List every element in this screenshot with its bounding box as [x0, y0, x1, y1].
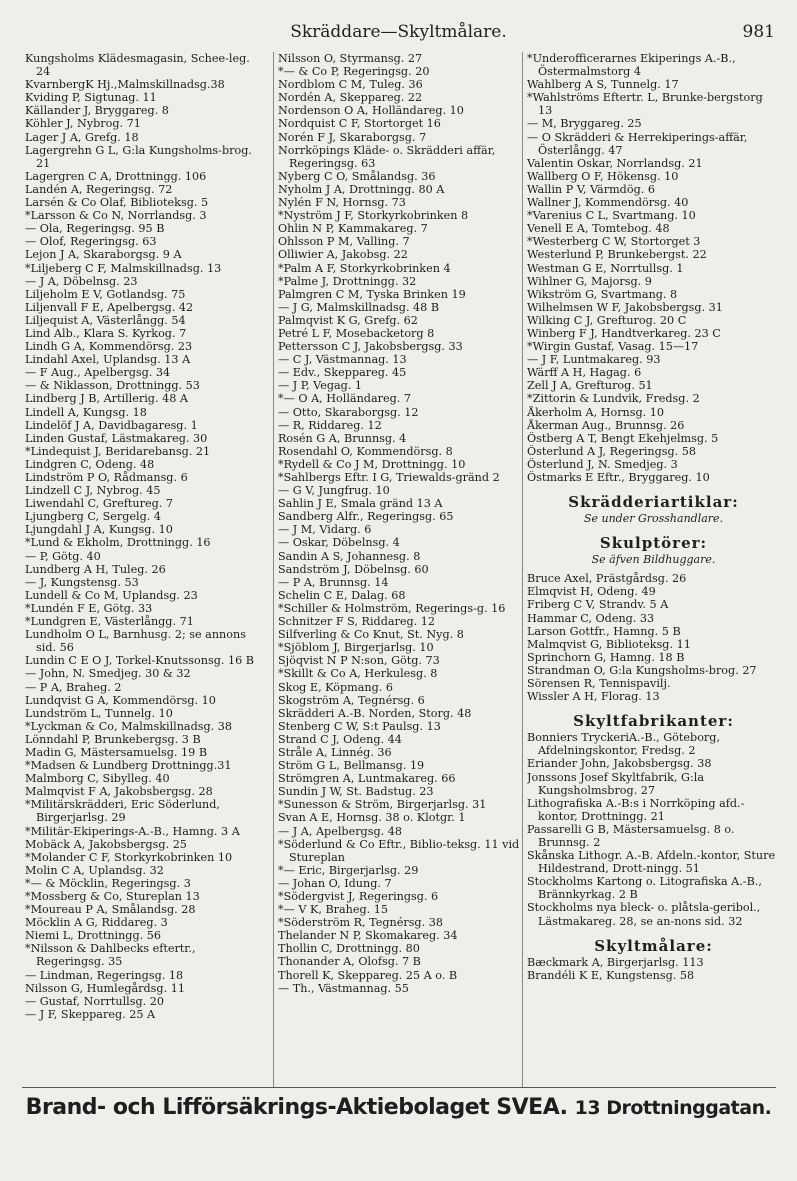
listing-entry: Thorell K, Skeppareg. 25 A o. B [278, 968, 458, 982]
listing-entry: Stockholms Kartong o. Litografiska A.-B., Brännkyrkag. 2 B [527, 875, 762, 902]
page-title: Skräddare—Skyltmålare. [290, 22, 507, 42]
listing-entry: Wilhelmsen W F, Jakobsbergsg. 31 [527, 300, 723, 314]
listing-entry: Österlund J, N. Smedjeg. 3 [527, 457, 678, 471]
listing-entry: Lundqvist G A, Kommendörsg. 10 [25, 693, 216, 707]
listing-entry: — Edv., Skeppareg. 45 [278, 366, 407, 380]
listing-entry: Lundholm O L, Barnhusg. 2; se annons sid. 56 [25, 628, 246, 655]
listing-entry: Brandéli K E, Kungstensg. 58 [527, 968, 695, 982]
listing-entry: *Lund & Ekholm, Drottningg. 16 [25, 536, 211, 550]
listing-entry: Madin G, Mästersamuelsg. 19 B [25, 745, 208, 759]
listing-entry: Westerlund P, Brunkebergst. 22 [527, 248, 707, 262]
listing-entry: Lind Alb., Klara S. Kyrkog. 7 [25, 326, 187, 340]
listing-entry: Bæckmark A, Birgerjarlsg. 113 [527, 955, 704, 969]
listing-entry: Zell J A, Grefturog. 51 [527, 379, 653, 393]
listing-entry: *Nyström J F, Storkyrkobrinken 8 [278, 209, 469, 223]
listing-entry: Pettersson C J, Jakobsbergsg. 33 [278, 340, 463, 354]
listing-entry: — G V, Jungfrug. 10 [278, 484, 390, 498]
listing-entry: Wikström G, Svartmang. 8 [527, 287, 678, 301]
footer-company: Brand- och Lifförsäkrings-Aktiebolaget SVEA. [25, 1095, 568, 1120]
listing-entry: *Lundén F E, Götg. 33 [25, 601, 153, 615]
listing-entry: — J A, Apelbergsg. 48 [278, 824, 402, 838]
listing-entry: — J M, Vidarg. 6 [278, 523, 372, 537]
footer-address: 13 Drottninggatan. [574, 1097, 772, 1119]
listing-entry: Thonander A, Olofsg. 7 B [278, 955, 421, 969]
listing-entry: *Södergvist J, Regeringsg. 6 [278, 890, 439, 903]
listing-entry: *Madsen & Lundberg Drottningg.31 [25, 759, 232, 773]
listing-entry: — J, Kungstensg. 53 [25, 575, 139, 589]
listing-entry: Strömgren A, Luntmakareg. 66 [278, 772, 456, 786]
listing-entry: Norrköpings Kläde- o. Skrädderi affär, Regeringsg. 63 [278, 143, 496, 170]
column-3 [522, 52, 780, 1087]
listing-entry: — M, Bryggareg. 25 [527, 117, 642, 131]
listing-entry: Valentin Oskar, Norrlandsg. 21 [527, 156, 703, 170]
listing-entry: Palmgren C M, Tyska Brinken 19 [278, 287, 466, 301]
listing-entry: Åkerman Aug., Brunnsg. 26 [527, 418, 685, 432]
listing-entry: Malmqvist G, Biblioteksg. 11 [527, 637, 691, 651]
listing-group-tailors [527, 52, 780, 484]
listing-entry: Sundin J W, St. Badstug. 23 [278, 785, 434, 799]
listing-entry: Lundström L, Tunnelg. 10 [25, 706, 173, 720]
listing-entry: Palmqvist K G, Grefg. 62 [278, 313, 418, 327]
section-sub-skulptörer: Se äfven Bildhuggare. [591, 553, 716, 567]
listing-entry: Östmarks E Eftr., Bryggareg. 10 [527, 471, 710, 484]
listing-entry: Malmqvist F A, Jakobsbergsg. 28 [25, 785, 213, 799]
listing-entry: Lundell & Co M, Uplandsg. 23 [25, 588, 198, 602]
listing-entry: *Lundgren E, Västerlångg. 71 [25, 615, 194, 629]
listing-entry: — P, Götg. 40 [25, 549, 101, 563]
listing-entry: — C J, Västmannag. 13 [278, 353, 407, 367]
listing-entry: — J A, Döbelnsg. 23 [25, 274, 138, 288]
listing-entry: *Moureau P A, Smålandsg. 28 [25, 903, 196, 917]
listing-entry: Nordenson O A, Holländareg. 10 [278, 104, 464, 118]
listing-entry: Köhler J, Nybrog. 71 [25, 117, 141, 131]
listing-entry: Linden Gustaf, Lästmakareg. 30 [25, 431, 208, 445]
listing-entry: Olliwier A, Jakobsg. 22 [278, 248, 408, 262]
listing-entry: — P A, Braheg. 2 [25, 680, 122, 694]
listing-entry: Landén A, Regeringsg. 72 [25, 182, 173, 196]
listing-entry: *Larsson & Co N, Norrlandsg. 3 [25, 209, 207, 223]
listing-entry: Malmborg C, Sibylleg. 40 [25, 772, 170, 786]
listing-entry: Rosendahl O, Kommendörsg. 8 [278, 444, 453, 458]
listing-entry: Wihlner G, Majorsg. 9 [527, 274, 652, 288]
listing-entry: Passarelli G B, Mästersamuelsg. 8 o. Brunnsg. 2 [527, 822, 735, 849]
listing-entry: *Skillt & Co A, Herkulesg. 8 [278, 667, 438, 681]
listing-entry: Lagergren C A, Drottningg. 106 [25, 169, 207, 183]
listing-entry: *Söderlund & Co Eftr., Biblio-teksg. 11 vid Stureplan [278, 837, 520, 864]
listing-entry: — Johan O, Idung. 7 [278, 876, 392, 890]
listing-entry: Jonssons Josef Skyltfabrik, G:la Kungsholmsbrog. 27 [527, 770, 705, 797]
listing-entry: Lindelöf J A, Davidbagaresg. 1 [25, 418, 198, 432]
listing-entry: Sandberg Alfr., Regeringsg. 65 [278, 510, 454, 524]
listing-entry: Wissler A H, Florag. 13 [527, 690, 660, 704]
listing-entry: Stockholms nya bleck- o. plåtsla-geribol., Lästmakareg. 28, se an-nons sid. 32 [527, 901, 761, 928]
listing-entry: Nylén F N, Hornsg. 73 [278, 196, 406, 210]
listing-entry: Lindström P O, Rådmansg. 6 [25, 471, 188, 484]
listing-entry: Sandström J, Döbelnsg. 60 [278, 562, 429, 576]
listing-entry: KvarnbergK Hj.,Malmskillnadsg.38 [25, 78, 225, 92]
listing-entry: Eriander John, Jakobsbergsg. 38 [527, 757, 712, 771]
listing-entry: Lager J A, Grefg. 18 [25, 130, 139, 144]
section-title-skyltmålare: Skyltmålare: [594, 936, 713, 955]
listing-entry: Lundin C E O J, Torkel-Knutssonsg. 16 B [25, 654, 254, 668]
listing-entry: Venell E A, Tomtebog. 48 [527, 222, 670, 236]
listing-entry: Liljequist A, Västerlångg. 54 [25, 313, 186, 327]
listing-entry: Ohlsson P M, Valling. 7 [278, 235, 410, 249]
listing-entry: Larsén & Co Olaf, Biblioteksg. 5 [25, 196, 209, 210]
listing-entry: — Olof, Regeringsg. 63 [25, 235, 157, 249]
listing-entry: *Westerberg C W, Stortorget 3 [527, 235, 701, 249]
listing-entry: Wilking C J, Grefturog. 20 C [527, 313, 687, 327]
listing-entry: — J P, Vegag. 1 [278, 379, 363, 393]
listing-entry: *Mossberg & Co, Stureplan 13 [25, 890, 200, 903]
listing-entry: Sandin A S, Johannesg. 8 [278, 549, 421, 563]
section-title-skyltfabrikanter: Skyltfabrikanter: [573, 712, 734, 731]
listing-entry: *— & Möcklin, Regeringsg. 3 [25, 876, 191, 890]
listing-entry: Lithografiska A.-B:s i Norrköping afd.-kontor, Drottningg. 21 [527, 796, 745, 823]
listing-entry: Nilsson G, Humlegårdsg. 11 [25, 981, 185, 995]
listing-entry: — Lindman, Regeringsg. 18 [25, 968, 184, 982]
listing-entry: Lönndahl P, Brunkebergsg. 3 B [25, 732, 201, 746]
listing-entry: Österlund A J, Regeringsg. 58 [527, 444, 697, 458]
listing-entry: Lindberg J B, Artillerig. 48 A [25, 392, 188, 406]
listing-entry: *Wirgin Gustaf, Vasag. 15—17 [527, 340, 699, 354]
listing-entry: Åkerholm A, Hornsg. 10 [527, 405, 664, 419]
listing-entry: — P A, Brunnsg. 14 [278, 575, 389, 589]
listing-entry: Ohlin N P, Kammakareg. 7 [278, 222, 428, 236]
listing-entry: Silfverling & Co Knut, St. Nyg. 8 [278, 628, 464, 642]
listing-entry: *Lyckman & Co, Malmskillnadsg. 38 [25, 719, 233, 733]
listing-entry: — Otto, Skaraborgsg. 12 [278, 405, 419, 419]
listing-entry: Westman G E, Norrtullsg. 1 [527, 261, 684, 275]
listing-entry: Liljeholm E V, Gotlandsg. 75 [25, 287, 186, 301]
listing-entry: Larson Gottfr., Hamng. 5 B [527, 624, 681, 638]
listing-entry: Nyberg C O, Smålandsg. 36 [278, 169, 436, 183]
listing-entry: Kviding P, Sigtunag. 11 [25, 91, 157, 105]
listing-entry: Östberg A T, Bengt Ekehjelmsg. 5 [527, 431, 719, 445]
listing-entry: Thelander N P, Skomakareg. 34 [278, 929, 458, 943]
listing-entry: Nordblom C M, Tuleg. 36 [278, 78, 423, 92]
page-number: 981 [742, 22, 775, 42]
listing-entry: Ström G L, Bellmansg. 19 [278, 759, 425, 773]
listing-entry: Sprinchorn G, Hamng. 18 B [527, 650, 685, 664]
listing-group-sign-painters [527, 956, 780, 982]
listing-entry: Friberg C V, Strandv. 5 A [527, 598, 669, 612]
listing-entry: Sjöqvist N P N:son, Götg. 73 [278, 654, 440, 668]
listing-entry: Elmqvist H, Odeng. 49 [527, 585, 656, 599]
listing-entry: *Underofficerarnes Ekiperings A.-B., Östermalmstorg 4 [527, 52, 736, 79]
listing-entry: *Wahlströms Eftertr. L, Brunke-bergstorg 13 [527, 91, 763, 118]
listing-entry: Lundberg A H, Tuleg. 26 [25, 562, 166, 576]
listing-entry: *Sunesson & Ström, Birgerjarlsg. 31 [278, 798, 487, 812]
listing-entry: Nilsson O, Styrmansg. 27 [278, 52, 423, 65]
listing-entry: *— & Co P, Regeringsg. 20 [278, 65, 430, 79]
listing-entry: Skogström A, Tegnérsg. 6 [278, 693, 425, 707]
column-2 [273, 52, 521, 1087]
listing-entry: Kungsholms Klädesmagasin, Schee-leg. 24 [25, 52, 250, 79]
listing-entry: — J F, Luntmakareg. 93 [527, 353, 661, 367]
listing-entry: *— V K, Braheg. 15 [278, 903, 389, 917]
listing-entry: Skog E, Köpmang. 6 [278, 680, 394, 694]
listing-entry: *Palm A F, Storkyrkobrinken 4 [278, 261, 451, 275]
listing-entry: Ljungdahl J A, Kungsg. 10 [25, 523, 173, 537]
listing-entry: Skånska Lithogr. A.-B. Afdeln.-kontor, Sture Hildestrand, Drott-ningg. 51 [527, 849, 776, 876]
listing-entry: Wallberg O F, Hökensg. 10 [527, 169, 679, 183]
listing-entry: Möcklin A G, Riddareg. 3 [25, 916, 168, 930]
listing-entry: — F Aug., Apelbergsg. 34 [25, 366, 171, 380]
listing-entry: Lindh G A, Kommendörsg. 23 [25, 340, 193, 354]
section-title-skrädderiartiklar: Skrädderiartiklar: [568, 493, 739, 512]
listing-entry: Petré L F, Mosebacketorg 8 [278, 326, 435, 340]
listing-entry: *Militär-Ekiperings-A.-B., Hamng. 3 A [25, 824, 240, 838]
listing-entry: — O Skrädderi & Herrekiperings-affär, Österlångg. 47 [527, 130, 748, 157]
listing-entry: *Militärskrädderi, Eric Söderlund, Birgerjarlsg. 29 [25, 798, 220, 825]
listing-entry: Schelin C E, Dalag. 68 [278, 588, 406, 602]
listing-entry: Källander J, Bryggareg. 8 [25, 104, 169, 118]
listing-entry: Ljungberg C, Sergelg. 4 [25, 510, 161, 524]
section-title-skulptörer: Skulptörer: [599, 534, 708, 553]
listing-entry: *Nilsson & Dahlbecks eftertr., Regeringsg. 35 [25, 942, 196, 969]
listing-entry: Stenberg C W, S:t Paulsg. 13 [278, 719, 441, 733]
listing-entry: *Molander C F, Storkyrkobrinken 10 [25, 850, 233, 864]
listing-entry: — Ola, Regeringsg. 95 B [25, 222, 165, 236]
listing-entry: Norén F J, Skaraborgsg. 7 [278, 130, 427, 144]
listing-entry: *Söderström R, Tegnérsg. 38 [278, 916, 443, 930]
listing-entry: *Lindequist J, Beridarebansg. 21 [25, 444, 211, 458]
listing-entry: Thollin C, Drottningg. 80 [278, 942, 420, 956]
listing-entry: — R, Riddareg. 12 [278, 418, 382, 432]
listing-entry: — John, N. Smedjeg. 30 & 32 [25, 667, 191, 681]
listing-group-sculptors [527, 572, 780, 703]
listing-entry: Stråle A, Linnég. 36 [278, 745, 392, 759]
listing-entry: *Sahlbergs Eftr. I G, Triewalds-gränd 2 [278, 471, 500, 484]
listing-entry: *Schiller & Holmström, Regerings-g. 16 [278, 601, 506, 615]
listing-entry: Bruce Axel, Prästgårdsg. 26 [527, 572, 687, 586]
listing-entry: Skrädderi A.-B. Norden, Storg. 48 [278, 706, 472, 720]
listing-entry: *Palme J, Drottningg. 32 [278, 274, 417, 288]
listing-entry: Lindgren C, Odeng. 48 [25, 457, 155, 471]
listing-entry: Lindzell C J, Nybrog. 45 [25, 484, 161, 498]
listing-entry: Wahlberg A S, Tunnelg. 17 [527, 78, 679, 92]
listing-entry: Nordén A, Skeppareg. 22 [278, 91, 423, 105]
listing-entry: Strandman O, G:la Kungsholms-brog. 27 [527, 663, 757, 677]
listing-entry: *— O A, Holländareg. 7 [278, 392, 411, 406]
listing-entry: Hammar C, Odeng. 33 [527, 611, 655, 625]
listing-entry: Svan A E, Hornsg. 38 o. Klotgr. 1 [278, 811, 466, 825]
listing-entry: *Rydell & Co J M, Drottningg. 10 [278, 457, 466, 471]
listing-group-sign-makers [527, 731, 780, 927]
listing-entry: Lejon J A, Skaraborgsg. 9 A [25, 248, 182, 262]
listing-entry: Lindahl Axel, Uplandsg. 13 A [25, 353, 191, 367]
listing-entry: Molin C A, Uplandsg. 32 [25, 863, 164, 877]
listing-entry: Nordquist C F, Stortorget 16 [278, 117, 441, 131]
listing-entry: — Gustaf, Norrtullsg. 20 [25, 994, 164, 1008]
listing-entry: — Th., Västmannag. 55 [278, 981, 409, 995]
listing-entry: Niemi L, Drottningg. 56 [25, 929, 161, 943]
listing-entry: Sörensen R, Tennispavilj. [527, 677, 671, 691]
listing-entry: *Zittorin & Lundvik, Fredsg. 2 [527, 392, 700, 406]
listing-entry: *Sjöblom J, Birgerjarlsg. 10 [278, 641, 434, 655]
section-sub-skrädderiartiklar: Se under Grosshandlare. [583, 512, 724, 526]
footer-divider [22, 1087, 776, 1088]
column-1 [25, 52, 267, 1021]
listing-entry: *Varenius C L, Svartmang. 10 [527, 209, 696, 223]
listing-entry: Lindell A, Kungsg. 18 [25, 405, 147, 419]
listing-entry: Strand C J, Odeng. 44 [278, 732, 402, 746]
listing-entry: Winberg F J, Handtverkareg. 23 C [527, 326, 721, 340]
listing-entry: *— Eric, Birgerjarlsg. 29 [278, 863, 419, 877]
listing-entry: Liwendahl C, Greftureg. 7 [25, 497, 173, 511]
listing-entry: Schnitzer F S, Riddareg. 12 [278, 615, 436, 629]
listing-entry: Wallner J, Kommendörsg. 40 [527, 196, 689, 210]
listing-entry: Liljenvall F E, Apelbergsg. 42 [25, 300, 194, 314]
listing-entry: Sahlin J E, Smala gränd 13 A [278, 497, 443, 511]
listing-entry: Rosén G A, Brunnsg. 4 [278, 431, 407, 445]
listing-entry: — J G, Malmskillnadsg. 48 B [278, 300, 440, 314]
listing-entry: Wallin P V, Värmdög. 6 [527, 182, 655, 196]
listing-entry: — & Niklasson, Drottningg. 53 [25, 379, 200, 393]
listing-entry: *Liljeberg C F, Malmskillnadsg. 13 [25, 261, 222, 275]
listing-entry: Nyholm J A, Drottningg. 80 A [278, 182, 445, 196]
listing-entry: Mobäck A, Jakobsbergsg. 25 [25, 837, 187, 851]
footer-advert [0, 1095, 797, 1120]
listing-entry: — J F, Skeppareg. 25 A [25, 1007, 156, 1021]
listing-entry: Bonniers TryckeriA.-B., Göteborg, Afdelningskontor, Fredsg. 2 [527, 731, 720, 758]
listing-entry: Wärff A H, Hagag. 6 [527, 366, 642, 380]
listing-entry: Lagergrehn G L, G:la Kungsholms-brog. 21 [25, 143, 252, 170]
listing-entry: — Oskar, Döbelnsg. 4 [278, 536, 400, 550]
